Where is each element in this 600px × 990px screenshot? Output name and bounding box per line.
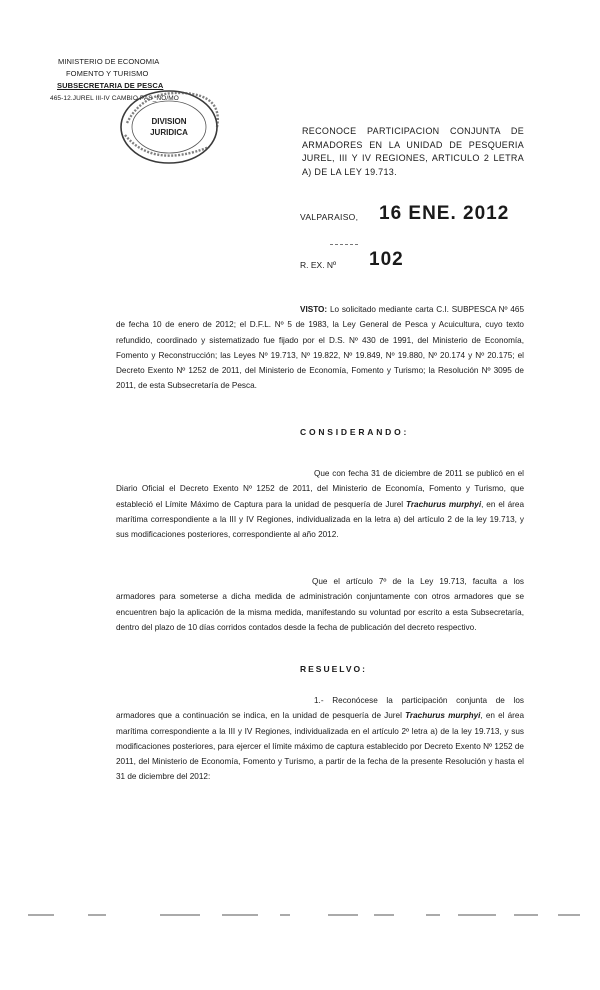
rex-number: 102	[369, 249, 404, 270]
division-juridica-stamp	[113, 83, 225, 171]
stamp-label-division: DIVISION	[151, 117, 187, 126]
visto-text: Lo solicitado mediante carta C.I. SUBPESCA Nº 465 de fecha 10 de enero de 2012; el D.F.L. Nº 5 de 1983, la Ley General de Pesca y Acuicultura, cuyo texto refundido, coordinado y sistematizado fue fijado por el D.S. Nº 430 de 1991, del Ministerio de Economía, Fomento y Reconstrucción; las Leyes Nº 19.713, Nº 19.822, Nº 19.849, Nº 19.880, Nº 20.174 y Nº 20.175; el Decreto Exento Nº 1252 de 2011, del Ministerio de Economía, Fomento y Turismo; la Resolución Nº 3095 de 2011, de esta Subsecretaría de Pesca.	[116, 305, 524, 391]
considerando-p1-text-b: , en el área marítima correspondiente a la III y IV Regiones, individualizada en la letra a) del artículo 2 de la ley 19.713, y sus modificaciones posteriores, correspondiente al año 2012.	[116, 499, 525, 540]
header-ministry: MINISTERIO DE ECONOMIA	[58, 57, 160, 66]
document-subject: RECONOCE PARTICIPACION CONJUNTA DE ARMADORES EN LA UNIDAD DE PESQUERIA JUREL, III Y IV REGIONES, ARTICULO 2 LETRA A) DE LA LEY 19.713.	[302, 126, 524, 177]
considerando-paragraph-1	[116, 466, 524, 542]
considerando-p1-species: Trachurus murphyi	[406, 499, 482, 509]
header-subsecretaria: SUBSECRETARIA DE PESCA	[57, 81, 164, 90]
footer-rule	[28, 912, 588, 918]
place-label: VALPARAISO,	[300, 212, 359, 222]
resuelvo-p1-text-a: 1.- Reconócese la participación conjunta de los armadores que a continuación se indica, en la unidad de pesquería de Jurel	[116, 696, 524, 721]
resuelvo-heading: RESUELVO:	[300, 664, 367, 674]
resuelvo-p1-text-b: , en el área marítima correspondiente a la III y IV Regiones, individualizada en el artículo 2º letra a) de la ley 19.713, y sus modificaciones posteriores, para ejercer el límite máximo de captura establecido por Decreto Exento Nº 1252 de 2011, del Ministerio de Economía, Fomento y Turismo, a partir de la fecha de la presente Resolución y hasta el 31 de diciembre del 2012:	[116, 711, 525, 782]
header-file-reference: 465-12.JUREL III-IV CAMBIO PAS_NO/MO	[50, 95, 179, 102]
considerando-paragraph-2: Que el artículo 7º de la Ley 19.713, faculta a los armadores para someterse a dicha medida de administración conjuntamente con otros armadores que se encuentren bajo la aplicación de la misma medida, manifestando su voluntad por escrito a esta Subsecretaría, dentro del plazo de 10 días corridos contados desde la fecha de publicación del decreto respectivo.	[116, 577, 524, 632]
resuelvo-paragraph-1	[116, 693, 524, 785]
resuelvo-p1-species: Trachurus murphyi	[405, 711, 481, 721]
considerando-heading: CONSIDERANDO:	[300, 427, 410, 437]
document-date: 16 ENE. 2012	[379, 203, 510, 224]
rex-label: R. EX. Nº	[300, 260, 337, 270]
rex-dashed-mark	[330, 244, 358, 245]
stamp-label-juridica: JURIDICA	[150, 128, 188, 137]
header-department: FOMENTO Y TURISMO	[66, 69, 149, 78]
visto-paragraph	[116, 302, 524, 394]
considerando-p1-text-a: Que con fecha 31 de diciembre de 2011 se publicó en el Diario Oficial el Decreto Exento Nº 1252 de 2011, del Ministerio de Economía, Fomento y Turismo, que estableció el Límite Máximo de Captura para la unidad de pesquería de Jurel	[116, 469, 524, 509]
visto-lead: VISTO:	[300, 305, 328, 314]
